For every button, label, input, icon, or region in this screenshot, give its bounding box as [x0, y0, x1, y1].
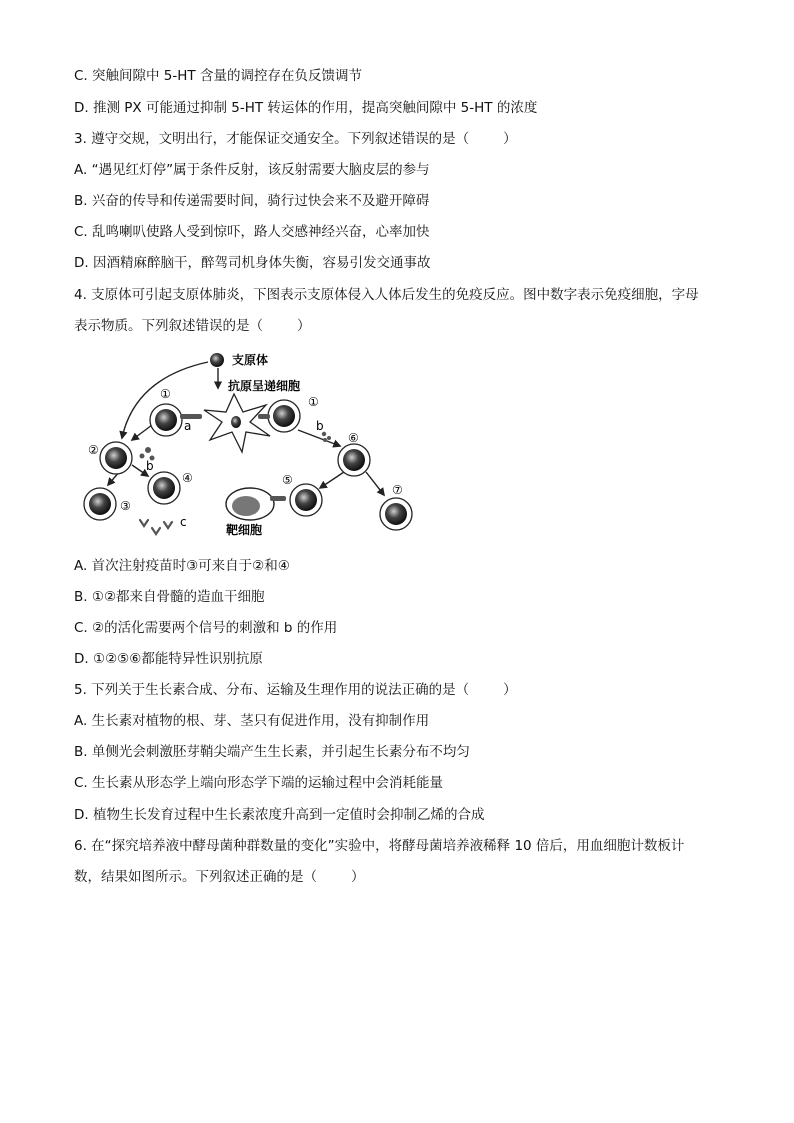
q5-stem: 5. 下列关于生长素合成、分布、运输及生理作用的说法正确的是（ ）	[74, 682, 517, 698]
svg-text:②: ②	[88, 443, 99, 457]
svg-text:b: b	[316, 419, 324, 433]
q5-option-d: D. 植物生长发育过程中生长素浓度升高到一定值时会抑制乙烯的合成	[74, 807, 485, 823]
svg-text:④: ④	[182, 471, 193, 485]
q3-option-c: C. 乱鸣喇叭使路人受到惊吓，路人交感神经兴奋，心率加快	[74, 224, 430, 240]
cell-2	[100, 442, 132, 474]
mycoplasma-icon	[210, 353, 224, 367]
q3-stem: 3. 遵守交规，文明出行，才能保证交通安全。下列叙述错误的是（ ）	[74, 131, 517, 147]
q6-stem-line1: 6. 在“探究培养液中酵母菌种群数量的变化”实验中，将酵母菌培养液稀释 10 倍后，用血细胞计数板计	[74, 838, 685, 854]
immune-response-diagram	[80, 348, 420, 538]
q4-option-b: B. ①②都来自骨髓的造血干细胞	[74, 589, 265, 605]
svg-text:①: ①	[160, 387, 171, 401]
q4-option-c: C. ②的活化需要两个信号的刺激和 b 的作用	[74, 620, 338, 636]
q2-option-c: C. 突触间隙中 5-HT 含量的调控存在负反馈调节	[74, 68, 362, 84]
target-cell-icon	[226, 488, 274, 520]
q5-option-c: C. 生长素从形态学上端向形态学下端的运输过程中会消耗能量	[74, 775, 444, 791]
q4-option-a: A. 首次注射疫苗时③可来自于②和④	[74, 558, 290, 574]
cell-1-right	[268, 400, 300, 432]
svg-text:③: ③	[120, 499, 131, 513]
cell-5	[290, 484, 322, 516]
svg-text:⑦: ⑦	[392, 483, 403, 497]
q3-option-a: A. “遇见红灯停”属于条件反射，该反射需要大脑皮层的参与	[74, 162, 430, 178]
q4-stem-line2: 表示物质。下列叙述错误的是（ ）	[74, 318, 311, 334]
q5-option-a: A. 生长素对植物的根、芽、茎只有促进作用，没有抑制作用	[74, 713, 430, 729]
cell-1-left	[150, 404, 182, 436]
cell-4	[148, 472, 180, 504]
q2-option-d: D. 推测 PX 可能通过抑制 5-HT 转运体的作用，提高突触间隙中 5-HT 的浓度	[74, 100, 538, 116]
svg-text:⑥: ⑥	[348, 431, 359, 445]
q5-option-b: B. 单侧光会刺激胚芽鞘尖端产生生长素，并引起生长素分布不均匀	[74, 744, 470, 760]
svg-text:支原体: 支原体	[232, 353, 269, 367]
svg-text:靶细胞: 靶细胞	[226, 523, 263, 537]
svg-text:b: b	[146, 459, 154, 473]
svg-text:抗原呈递细胞: 抗原呈递细胞	[228, 379, 301, 393]
svg-text:c: c	[180, 515, 187, 529]
svg-text:⑤: ⑤	[282, 473, 293, 487]
cell-3	[84, 488, 116, 520]
svg-text:①: ①	[308, 395, 319, 409]
cell-6	[338, 444, 370, 476]
q6-stem-line2: 数，结果如图所示。下列叙述正确的是（ ）	[74, 869, 365, 885]
q4-stem-line1: 4. 支原体可引起支原体肺炎，下图表示支原体侵入人体后发生的免疫反应。图中数字表示免疫细胞，字母	[74, 287, 699, 303]
svg-text:a: a	[184, 419, 192, 433]
cell-7	[380, 498, 412, 530]
q3-option-d: D. 因酒精麻醉脑干，醉驾司机身体失衡，容易引发交通事故	[74, 255, 431, 271]
q4-option-d: D. ①②⑤⑥都能特异性识别抗原	[74, 651, 263, 667]
q3-option-b: B. 兴奋的传导和传递需要时间，骑行过快会来不及避开障碍	[74, 193, 430, 209]
